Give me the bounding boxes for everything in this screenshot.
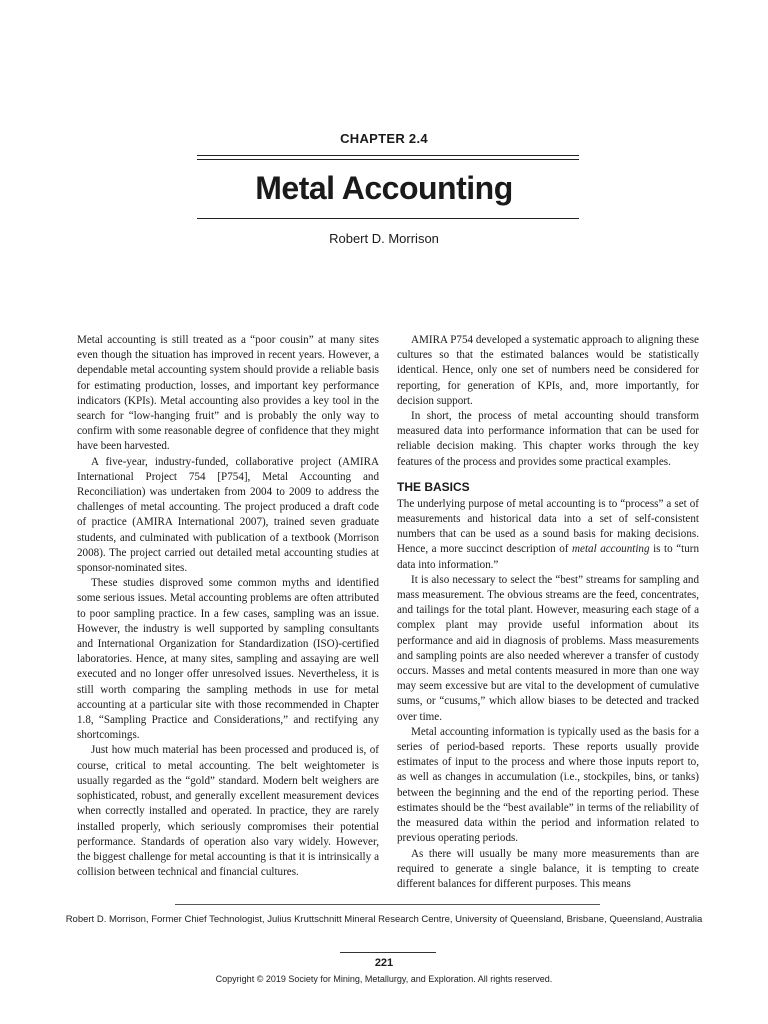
left-paragraph-2: A five-year, industry-funded, collaborative project (AMIRA International Project 754 [P754], Metal Accounting and Reconciliation) was undertaken from 2004 to 2009 to address the challenges of metal accounting. The project produced a draft code of practice (AMIRA International 2007), trained seven graduate students, and culminated with publication of a textbook (Morrison 2008). The project carried out detailed metal accounting studies at sponsor-nominated sites. — [77, 455, 379, 575]
left-column — [77, 333, 379, 880]
right-paragraph-2: In short, the process of metal accounting should transform measured data into performance information that can be used for reliable decision making. This chapter works through the key features of the process and provides some practical examples. — [397, 410, 699, 468]
page-number: 221 — [374, 957, 394, 969]
basics-paragraph-3: Metal accounting information is typically used as the basis for a series of period-based reports. These reports usually provide estimates of input to the process and where those inputs report to, as well as changes in accumulation (i.e., stockpiles, bins, or tanks) between the beginning and the end of the reporting period. These estimates should be the “best available” in terms of the reliability of the measured data within the period and information related to previous operating periods. — [397, 725, 699, 845]
right-column — [397, 333, 699, 892]
basics-paragraph-4: As there will usually be many more measurements than are required to generate a single balance, it is tempting to create different balances for different purposes. This means — [397, 847, 699, 890]
author-name: Robert D. Morrison — [329, 231, 439, 246]
section-heading-basics: THE BASICS — [397, 479, 470, 494]
left-paragraph-3: These studies disproved some common myths and identified some serious issues. Metal accounting problems are often attributed to poor sampling practice. In a few cases, sampling was an issue. However, the industry is well supported by sampling consultants and International Organization for Standardization (ISO)-certified laboratories. Hence, at many sites, sampling and assaying are well executed and no longer offer unresolved issues. Nevertheless, it is still worth comparing the sampling methods in use for metal accounting at a particular site with those recommended in Chapter 1.8, “Sampling Practice and Considerations,” and rectifying any shortcomings. — [77, 577, 379, 742]
left-paragraph-4: Just how much material has been processed and produced is, of course, critical to metal accounting. The belt weightometer is usually regarded as the “gold” standard. Modern belt weighers are sophisticated, robust, and generally excellent measurement devices when correctly installed and operated. In practice, they are rarely installed properly, which seriously compromises their potential performance. Standards of operation also vary widely. However, the biggest challenge for metal accounting is that it is intrinsically a collision between technical and financial cultures. — [77, 744, 379, 879]
right-paragraph-1: AMIRA P754 developed a systematic approach to aligning these cultures so that the estimated balances would be statistically identical. Hence, only one set of numbers need be considered for reporting, for generation of KPIs, and, more importantly, for decision support. — [397, 334, 699, 407]
footnote-rule — [175, 904, 600, 905]
basics-paragraph-1 — [397, 497, 699, 573]
page-number-rule — [340, 952, 436, 953]
top-double-rule — [197, 155, 579, 160]
basics-paragraph-2: It is also necessary to select the “best” streams for sampling and mass measurement. The obvious streams are the feed, concentrates, and tailings for the total plant. However, measuring each stage of a complex plant may provide useful information about its performance and aid in diagnosis of problems. Mass measurements and sampling points are also needed wherever a transfer of custody occurs. Masses and metal contents measured in more than one way may seem excessive but are vital to the development of cumulative sums, or “cusums,” which allow biases to be detected and tracked over time. — [397, 573, 699, 723]
basics-italic-term: metal accounting — [572, 543, 650, 556]
title-rule — [197, 218, 579, 219]
copyright-notice: Copyright © 2019 Society for Mining, Metallurgy, and Exploration. All rights reserved. — [215, 974, 553, 984]
page-title: Metal Accounting — [255, 170, 513, 206]
basics-text-end: is to “turn data into information.” — [397, 543, 699, 571]
basics-text-start: The underlying purpose of metal accounting is to “process” a set of measurements and historical data into a set of self-consistent numbers that can be used as a sound basis for making decisions. Hence, a more succinct description of — [397, 497, 699, 556]
author-footnote: Robert D. Morrison, Former Chief Technologist, Julius Kruttschnitt Mineral Research Centre, University of Queensland, Brisbane, Queensland, Australia — [65, 914, 703, 925]
chapter-label: CHAPTER 2.4 — [340, 131, 428, 146]
left-paragraph-1: Metal accounting is still treated as a “poor cousin” at many sites even though the situation has improved in recent years. However, a dependable metal accounting system should provide a reliable basis for estimating production, losses, and important key performance indicators (KPIs). Metal accounting also provides a key tool in the search for “low-hanging fruit” and is probably the only way to confirm with some reasonable degree of confidence that they might have been harvested. — [77, 334, 379, 453]
